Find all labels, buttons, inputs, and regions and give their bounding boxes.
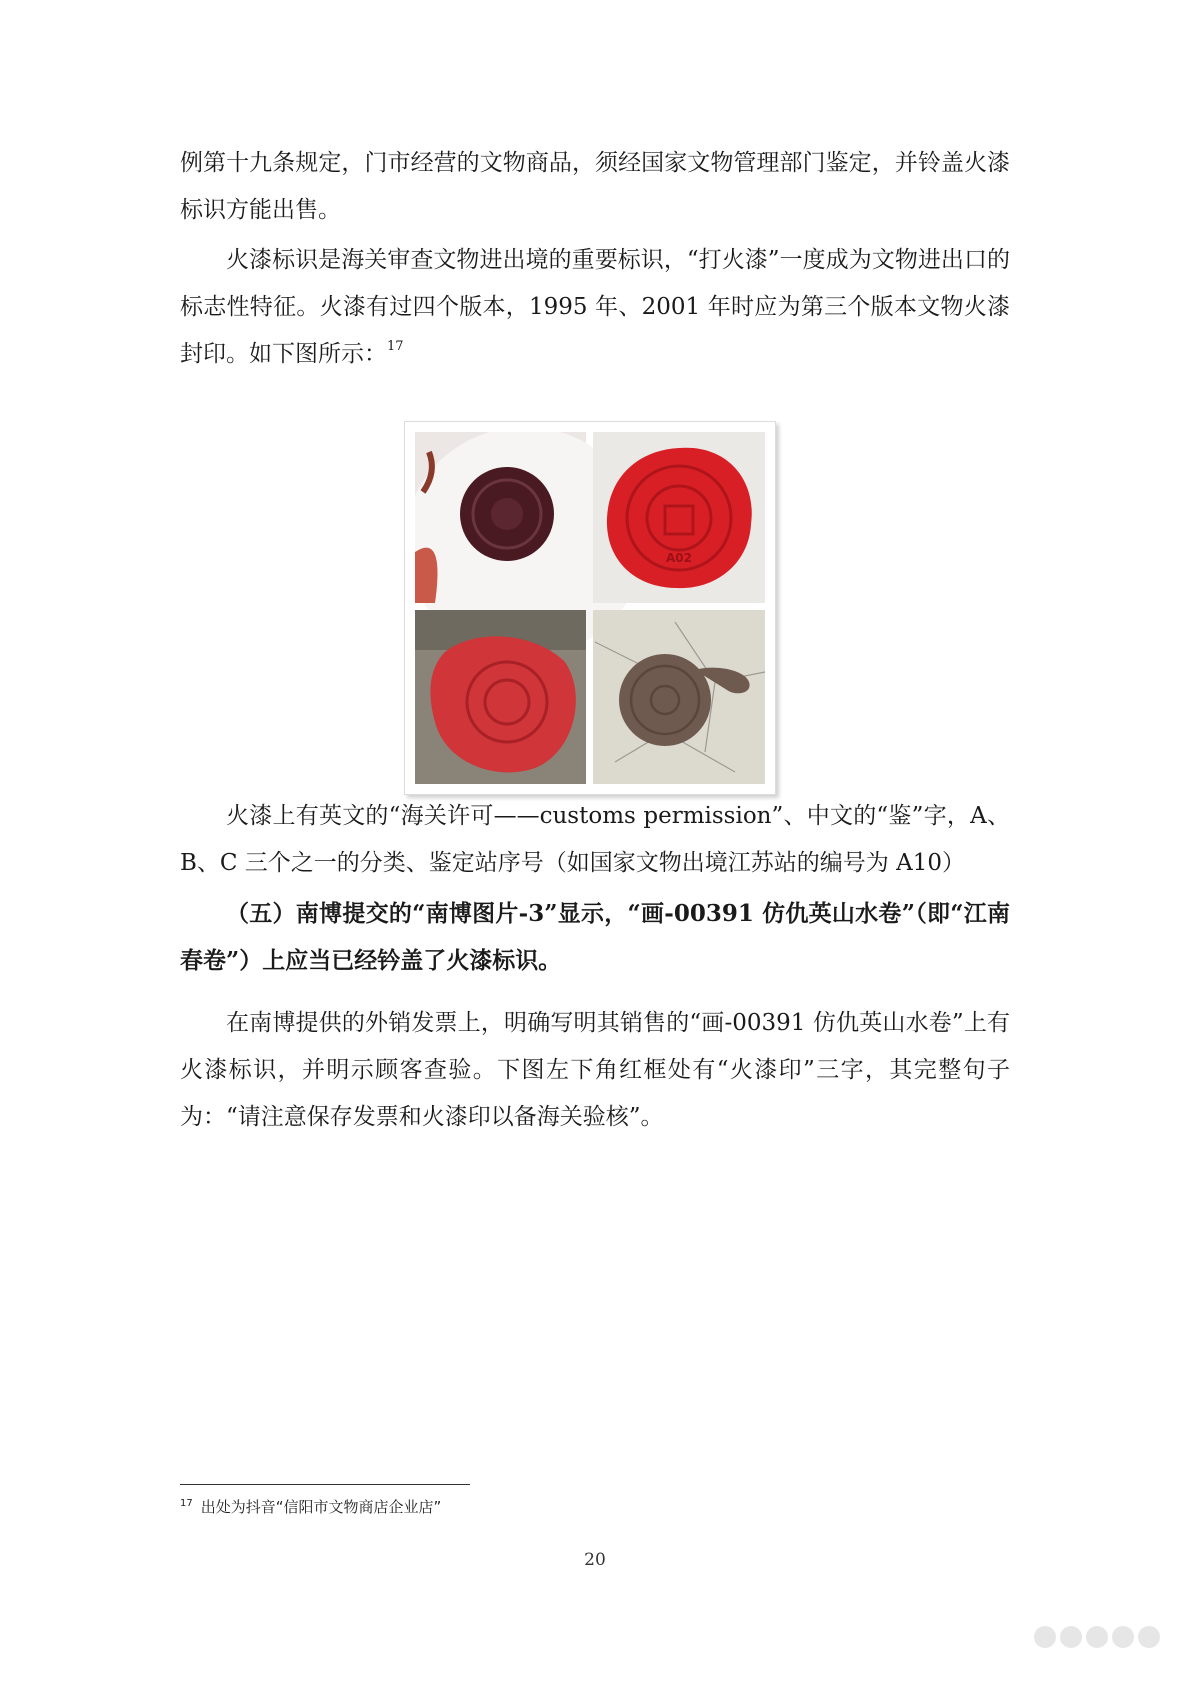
seal-photo-grid (404, 421, 776, 795)
seal-photo-red (593, 432, 765, 603)
seal-photo-red-rough (415, 610, 586, 784)
paragraph-invoice: 在南博提供的外销发票上，明确写明其销售的“画-00391 仿仇英山水卷”上有火漆标识，并明示顾客查验。下图左下角红框处有“火漆印”三字，其完整句子为：“请注意保存发票和火漆印以备海关验核”。 (180, 1010, 1011, 1130)
paragraph-continued: 例第十九条规定，门市经营的文物商品，须经国家文物管理部门鉴定，并铃盖火漆标识方能出售。 (180, 150, 1010, 223)
watermark-logo-icon (1034, 1626, 1160, 1648)
footnote-number: 17 (180, 1498, 193, 1509)
paragraph-seal-intro (180, 237, 1010, 378)
paragraph-seal-description: 火漆上有英文的“海关许可——customs permission”、中文的“鉴”字，A、B、C 三个之一的分类、鉴定站序号（如国家文物出境江苏站的编号为 A10） (180, 803, 1010, 876)
seal-photo-brown-crackle (593, 610, 765, 784)
seal-code-label: A02 (666, 551, 692, 565)
footnote-ref[interactable]: 17 (387, 339, 404, 354)
page-number: 20 (584, 1550, 606, 1570)
footnote-text: 出处为抖音“信阳市文物商店企业店” (200, 1498, 442, 1516)
footnote-17 (180, 1496, 441, 1517)
footnote-divider (180, 1484, 470, 1485)
section-heading-five: （五）南博提交的“南博图片-3”显示，“画-00391 仿仇英山水卷”（即“江南春卷”）上应当已经钤盖了火漆标识。 (180, 900, 1010, 974)
paragraph-seal-intro-text: 火漆标识是海关审查文物进出境的重要标识，“打火漆”一度成为文物进出口的标志性特征。火漆有过四个版本，1995 年、2001 年时应为第三个版本文物火漆封印。如下图所示： (180, 247, 1010, 367)
